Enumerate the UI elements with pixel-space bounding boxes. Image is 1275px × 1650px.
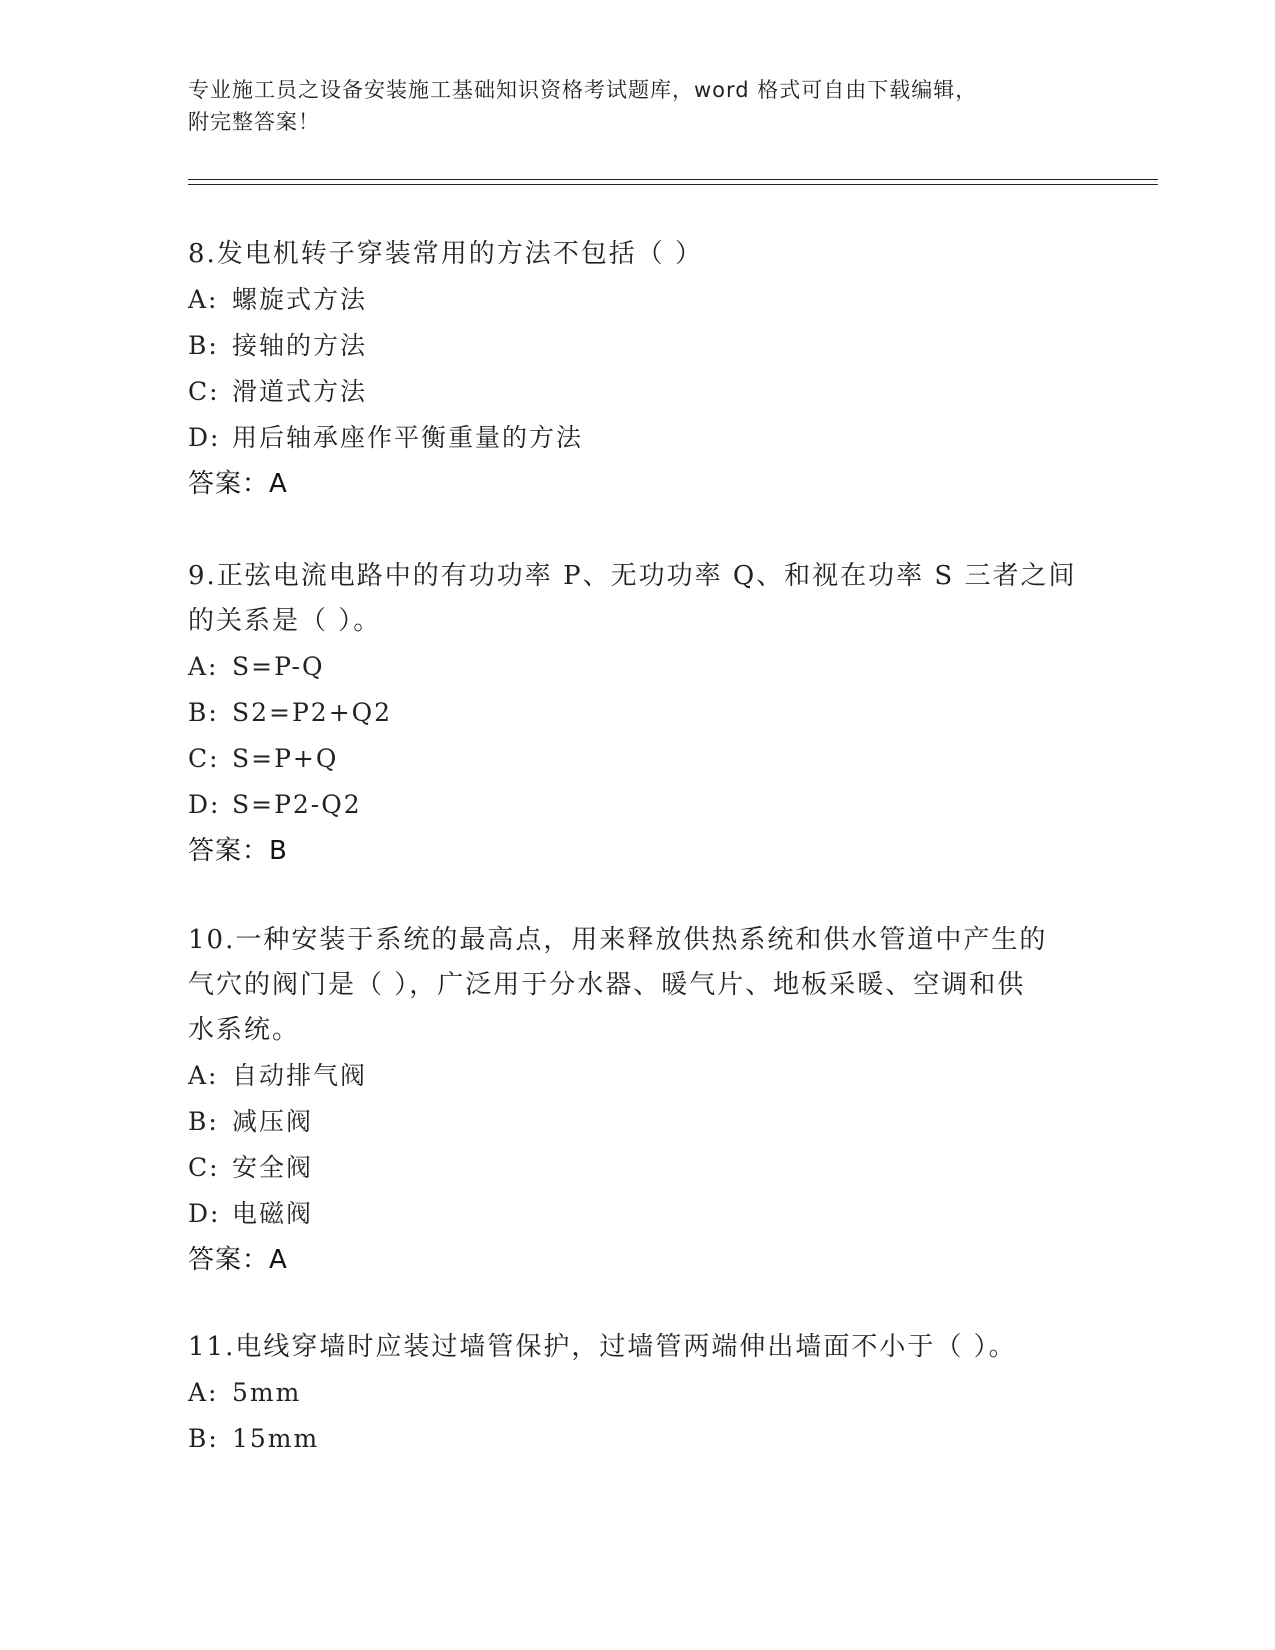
question-stem: 11.电线穿墙时应装过墙管保护，过墙管两端伸出墙面不小于（ ）。: [188, 1332, 1017, 1362]
option-c: [188, 1145, 1088, 1191]
option-letter: A:: [188, 652, 219, 681]
question-10: [188, 918, 1088, 1283]
header-line-2: 附完整答案！: [188, 110, 320, 134]
option-letter: A:: [188, 1378, 219, 1407]
question-stem: 8.发电机转子穿装常用的方法不包括（ ）: [188, 239, 704, 269]
option-letter: B:: [188, 331, 219, 360]
question-stem-line-1: 10.一种安装于系统的最高点，用来释放供热系统和供水管道中产生的: [188, 925, 1048, 955]
option-text: 减压阀: [232, 1107, 314, 1136]
option-text: S=P2-Q2: [232, 790, 362, 819]
option-text: S=P+Q: [232, 744, 339, 773]
question-stem-line-2: 气穴的阀门是（ ），广泛用于分水器、暖气片、地板采暖、空调和供: [188, 970, 1026, 1000]
header-line-1: 专业施工员之设备安装施工基础知识资格考试题库，word 格式可自由下载编辑，: [188, 78, 978, 102]
option-letter: B:: [188, 1107, 219, 1136]
option-text: 15mm: [232, 1424, 320, 1453]
question-stem-line-3: 水系统。: [188, 1015, 301, 1045]
question-9: [188, 554, 1088, 874]
option-letter: D:: [188, 790, 221, 819]
option-text: S=P-Q: [232, 652, 325, 681]
option-d: [188, 782, 1088, 828]
header-divider-top: [188, 179, 1158, 180]
option-d: [188, 1191, 1088, 1237]
option-text: 螺旋式方法: [232, 285, 368, 314]
answer-label: 答案：B: [188, 836, 288, 866]
option-c: [188, 736, 1088, 782]
option-letter: A:: [188, 1061, 219, 1090]
option-letter: C:: [188, 1153, 220, 1182]
option-text: 用后轴承座作平衡重量的方法: [232, 423, 584, 452]
option-b: [188, 1099, 1088, 1145]
option-d: [188, 415, 1088, 461]
answer-label: 答案：A: [188, 1245, 288, 1275]
option-b: [188, 1416, 1088, 1462]
option-letter: A:: [188, 285, 219, 314]
option-a: [188, 277, 1088, 323]
option-text: 接轴的方法: [232, 331, 368, 360]
option-letter: D:: [188, 1199, 221, 1228]
option-letter: B:: [188, 698, 219, 727]
option-b: [188, 323, 1088, 369]
option-a: [188, 1370, 1088, 1416]
option-letter: D:: [188, 423, 221, 452]
option-letter: C:: [188, 377, 220, 406]
option-a: [188, 644, 1088, 690]
header-divider-bottom: [188, 184, 1158, 185]
option-b: [188, 690, 1088, 736]
option-a: [188, 1053, 1088, 1099]
question-stem-line-2: 的关系是（ ）。: [188, 606, 382, 636]
option-letter: B:: [188, 1424, 219, 1453]
option-text: 滑道式方法: [232, 377, 368, 406]
option-c: [188, 369, 1088, 415]
answer-label: 答案：A: [188, 469, 288, 499]
question-11: [188, 1325, 1088, 1462]
document-header: [188, 74, 1068, 138]
option-text: 电磁阀: [232, 1199, 314, 1228]
option-text: S2=P2+Q2: [232, 698, 393, 727]
option-text: 5mm: [232, 1378, 302, 1407]
option-text: 自动排气阀: [232, 1061, 368, 1090]
option-letter: C:: [188, 744, 220, 773]
question-8: [188, 232, 1088, 507]
question-stem-line-1: 9.正弦电流电路中的有功功率 P、无功功率 Q、和视在功率 S 三者之间: [188, 561, 1077, 591]
option-text: 安全阀: [232, 1153, 314, 1182]
